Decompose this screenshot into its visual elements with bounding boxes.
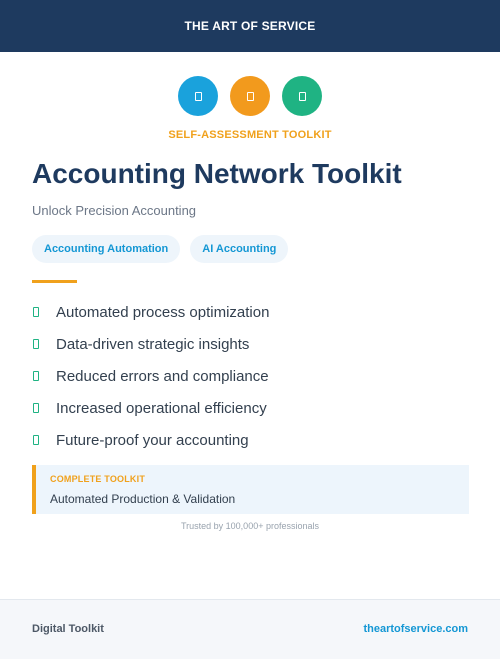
benefit-item <box>32 424 269 456</box>
orange-feature-icon <box>230 76 270 116</box>
top-header-bar <box>0 0 500 52</box>
benefit-list <box>32 296 269 456</box>
benefit-text: Increased operational efficiency <box>56 399 267 417</box>
benefit-item <box>32 296 269 328</box>
tag-ai-accounting: AI Accounting <box>190 235 288 263</box>
check-icon <box>33 403 39 413</box>
tag-list <box>32 235 288 263</box>
check-icon <box>33 371 39 381</box>
page-subtitle: Unlock Precision Accounting <box>32 203 197 218</box>
kicker-label: SELF-ASSESSMENT TOOLKIT <box>168 129 332 141</box>
complete-toolkit-callout <box>32 465 469 514</box>
callout-label: COMPLETE TOOLKIT <box>50 474 146 484</box>
brand-title: THE ART OF SERVICE <box>184 19 316 33</box>
callout-text: Automated Production & Validation <box>50 492 236 506</box>
trusted-note: Trusted by 100,000+ professionals <box>180 521 319 531</box>
page-title: Accounting Network Toolkit <box>32 158 402 189</box>
benefit-text: Reduced errors and compliance <box>56 367 269 385</box>
benefit-text: Automated process optimization <box>56 303 270 321</box>
check-icon <box>33 435 39 445</box>
green-feature-icon <box>282 76 322 116</box>
blue-feature-icon <box>178 76 218 116</box>
footer-label: Digital Toolkit <box>32 623 104 635</box>
benefit-text: Future-proof your accounting <box>56 431 249 449</box>
benefit-item <box>32 328 269 360</box>
missing-glyph-icon <box>195 92 202 101</box>
icon-row <box>0 76 500 116</box>
missing-glyph-icon <box>299 92 306 101</box>
benefit-text: Data-driven strategic insights <box>56 335 250 353</box>
footer <box>0 599 500 659</box>
benefit-item <box>32 392 269 424</box>
missing-glyph-icon <box>247 92 254 101</box>
accent-divider <box>32 280 77 283</box>
check-icon <box>33 339 39 349</box>
website-link[interactable]: theartofservice.com <box>363 623 468 635</box>
tag-accounting-automation: Accounting Automation <box>32 235 180 263</box>
check-icon <box>33 307 39 317</box>
benefit-item <box>32 360 269 392</box>
